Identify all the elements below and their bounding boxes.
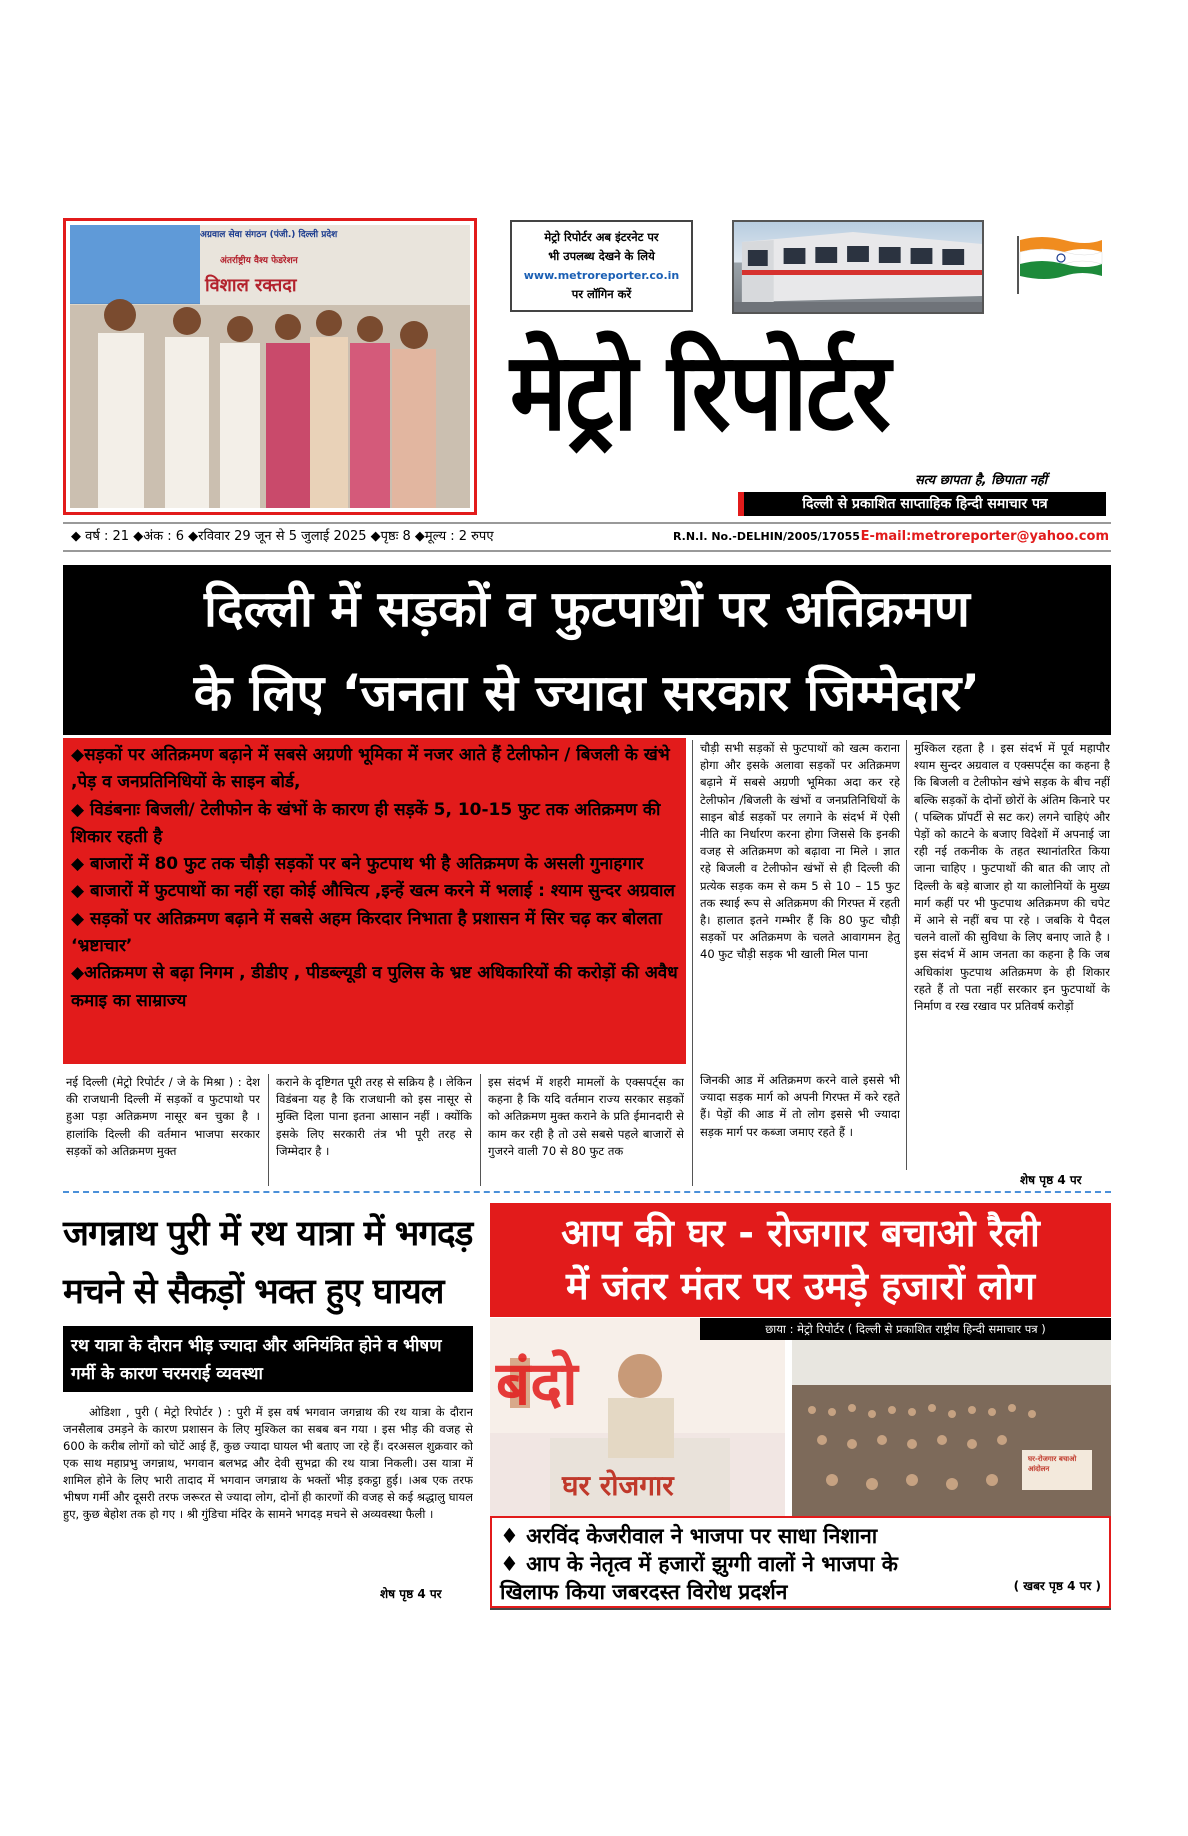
- highlight-item: ◆ बाजारों में 80 फुट तक चौड़ी सड़कों पर बने फुटपाथ भी है अतिक्रमण के असली गुनाहगार: [71, 854, 644, 875]
- lead-column-4: चौड़ी सभी सड़कों से फुटपाथों को खत्म कराना होगा और इसके अलावा सड़कों पर अतिक्रमण बढ़ाने में सबसे अग्रणी भूमिका अदा कर रहे टेलीफोन /बिजली के खंभों व जनप्रतिनिधियों के साइन बोर्ड सड़कों पर लगाने के संदर्भ में ऐसी नीति का निर्धारण करना होगा जिससे कि इनकी वजह से अतिक्रमण को बढ़ावा ना मिले । ज्ञात रहे बिजली व टेलीफोन खंभों से ही दिल्ली की प्रत्येक सड़क कम से कम 5 से 10 – 15 फुट तक स्थाई रूप से अतिक्रमण की गिरफ्त में रहती है। हालात इतने गम्भीर हैं कि 80 फुट चौड़ी सड़कों पर अतिक्रमण के चलते आवागमन हेतु 40 फुट चौड़ी सड़क भी खाली मिल पाना: [700, 741, 900, 962]
- aap-highlights-box: [490, 1516, 1111, 1608]
- contact-email[interactable]: E-mail:metroreporter@yahoo.com: [860, 529, 1109, 544]
- website-link[interactable]: www.metroreporter.co.in: [523, 269, 680, 282]
- jagannath-headline-line1: जगन्नाथ पुरी में रथ यात्रा में भगदड़: [63, 1214, 473, 1254]
- issue-details: ◆ वर्ष : 21 ◆अंक : 6 ◆रविवार 29 जून से 5 जुलाई 2025 ◆पृष्ठः 8 ◆मूल्य : 2 रुपए: [71, 529, 494, 544]
- lead-headline-line2: के लिए ‘जनता से ज्यादा सरकार जिम्मेदार’: [193, 664, 981, 722]
- aap-highlight-item: ♦ अरविंद केजरीवाल ने भाजपा पर साधा निशाना: [500, 1524, 878, 1548]
- column-divider: [268, 1074, 269, 1186]
- lead-column-1: नई दिल्ली (मेट्रो रिपोर्टर / जे के मिश्रा ) : देश की राजधानी दिल्ली में सड़कों व फुटपाथो पर हुआ पड़ा अतिक्रमण नासूर बन चुका है । हालांकि दिल्ली की वर्तमान भाजपा सरकार सड़कों को अतिक्रमण मुक्त: [66, 1075, 260, 1158]
- jagannath-continued-note: शेष पृष्ठ 4 पर: [380, 1587, 442, 1601]
- highlight-item: ◆ सड़कों पर अतिक्रमण बढ़ाने में सबसे अहम किरदार निभाता है प्रशासन में सिर चढ़ कर बोलता ‘भ्रष्टाचार’: [71, 908, 662, 957]
- lead-column-5: मुश्किल रहता है । इस संदर्भ में पूर्व महापौर श्याम सुन्दर अग्रवाल व एक्सपर्ट्स का कहना है कि बिजली व टेलीफोन खंभे सड़क के बीच नहीं बल्कि सड़कों के दोनों छोरों के अंतिम किनारे पर ( पब्लिक प्रॉपर्टी से सट कर) लगने चाहिएं और पेड़ों को काटने के बजाए विदेशों में अपनाई जा रही नई तकनीक के तहत स्थानांतरित किया जाना चाहिए । फुटपाथों की बात की जाए तो दिल्ली के बड़े बाजार हो या कालोनियों के मुख्य मार्ग कहीं पर भी फुटपाथ अतिक्रमण की चपेट में आने से नहीं बच पा रहे । जबकि ये पैदल चलने वालों की सुविधा के लिए बनाए जाते है । इस संदर्भ में आम जनता का कहना है कि जब अधिकांश फुटपाथ अतिक्रमण के ही शिकार रहते हैं तो पता नहीं सरकार इन फुटपाथों के निर्माण व रख रखाव पर प्रतिवर्ष करोड़ों: [914, 741, 1110, 1014]
- web-notice-line2: भी उपलब्ध देखने के लिये: [548, 249, 655, 263]
- banner-line3-text: विशाल रक्तदा: [205, 275, 297, 296]
- bottom-rule: [490, 1608, 1111, 1610]
- web-notice-box: [510, 220, 693, 312]
- highlight-item: ◆ बाजारों में फुटपाथों का नहीं रहा कोई औचित्य ,इन्हें खत्म करने में भलाई : श्याम सुन्दर अग्रवाल: [71, 881, 675, 902]
- aap-headline-line1: आप की घर - रोजगार बचाओ रैली: [561, 1211, 1040, 1255]
- jagannath-headline-line2: मचने से सैकड़ों भक्त हुए घायल: [63, 1272, 444, 1312]
- podium-sign-text: घर रोजगार: [562, 1469, 674, 1502]
- jagannath-body: ओडिशा , पुरी ( मेट्रो रिपोर्टर ) : पुरी में इस वर्ष भगवान जगन्नाथ की रथ यात्रा के दौरान जनसैलाब उमड़ने के कारण प्रशासन के लिए मुश्किल का सबब बन गया । इस भीड़ की वजह से 600 के करीब लोगों को चोटें आई हैं, कुछ ज्यादा घायल भी बताए जा रहे हैं। दरअसल शुक्रवार को एक साथ महाप्रभु जगन्नाथ, भगवान बलभद्र और देवी सुभद्रा की रथ यात्रा निकली। उस यात्रा में शामिल होने के लिए भारी तादाद में भगवान जगन्नाथ के भक्तों भीड़ इकट्ठा हुई। ।अब एक तरफ भीषण गर्मी और दूसरी तरफ जरूरत से ज्यादा लोग, दोनों ही कारणों की वजह से कई श्रद्धालु घायल हुए, कुछ बेहोश तक हो गए । श्री गुंडिचा मंदिर के सामने भगदड़ मचने से अव्यवस्था फैली ।: [63, 1405, 473, 1521]
- aap-highlight-item: खिलाफ किया जबरदस्त विरोध प्रदर्शन: [500, 1580, 788, 1604]
- lead-column-2: कराने के दृष्टिगत पूरी तरह से सक्रिय है । लेकिन विडंबना यह है कि राजधानी को इस नासूर से मुक्ति दिला पाना इतना आसान नहीं । क्योंकि इसके लिए सरकारी तंत्र भी पूरी तरह से जिम्मेदार है ।: [276, 1075, 472, 1158]
- aap-headline-line2: में जंतर मंतर पर उमड़े हजारों लोग: [565, 1264, 1036, 1308]
- crowd-banner-text: घर-रोजगार बचाओ आंदोलन: [1028, 1455, 1077, 1473]
- jagannath-headline: [63, 1205, 473, 1325]
- photo-caption: छाया : मेट्रो रिपोर्टर ( दिल्ली से प्रकाशित राष्ट्रीय हिन्दी समाचार पत्र ): [700, 1318, 1111, 1340]
- event-photo-image: [70, 225, 470, 508]
- banner-line2-text: अंतर्राष्ट्रीय वैश्य फेडरेशन: [220, 256, 298, 266]
- lead-column-3: इस संदर्भ में शहरी मामलों के एक्सपर्ट्स का कहना है कि यदि वर्तमान राज्य सरकार सड़कों को अतिक्रमण मुक्त कराने के प्रति ईमानदारी से काम कर रही है तो उसे सबसे पहले बाजारों से गुजरने वाली 70 से 80 फुट तक: [488, 1075, 684, 1158]
- aap-rally-headline: [490, 1203, 1111, 1317]
- web-notice-line1: मेट्रो रिपोर्टर अब इंटरनेट पर: [544, 230, 659, 244]
- lead-headline: [63, 565, 1111, 735]
- tagline: सत्य छापता है, छिपाता नहीं: [915, 473, 1048, 488]
- jagannath-subheadline: रथ यात्रा के दौरान भीड़ ज्यादा और अनियंत्रित होने व भीषण गर्मी के कारण चरमराई व्यवस्था: [63, 1326, 473, 1392]
- highlight-item: ◆ विडंबनाः बिजली/ टेलीफोन के खंभों के कारण ही सड़कें 5, 10-15 फुट तक अतिक्रमण की शिकार रहती है: [71, 799, 661, 847]
- column-divider: [906, 740, 907, 1170]
- backdrop-sign-text: बंदो: [496, 1349, 578, 1419]
- aap-continued-note: ( खबर पृष्ठ 4 पर ): [1013, 1579, 1101, 1593]
- continued-note: शेष पृष्ठ 4 पर: [1020, 1173, 1082, 1187]
- highlight-item: ◆अतिक्रमण से बढ़ा निगम , डीडीए , पीडब्ल्यूडी व पुलिस के भ्रष्ट अधिकारियों की करोड़ों की अवैध कमाइ का साम्राज्य: [71, 963, 678, 1011]
- lead-column-4-continued: जिनकी आड में अतिक्रमण करने वाले इससे भी ज्यादा सड़क मार्ग को अपनी गिरफ्त में करे रहते हैं। पेड़ों की आड में तो लोग इससे भी ज्यादा सड़क मार्ग पर कब्जा जमाए रहते हैं ।: [700, 1073, 900, 1139]
- section-divider: [63, 1191, 1111, 1193]
- crowd-image: [792, 1340, 1111, 1516]
- metro-train-image: [732, 220, 984, 314]
- aap-highlight-item: ♦ आप के नेतृत्व में हजारों झुग्गी वालों ने भाजपा के: [500, 1552, 898, 1576]
- column-divider: [480, 1074, 481, 1186]
- rni-number: R.N.I. No.-DELHIN/2005/17055: [673, 530, 860, 543]
- issue-info-bar: [63, 522, 1111, 552]
- banner-org-text: अग्रवाल सेवा संगठन (पंजी.) दिल्ली प्रदेश: [200, 230, 338, 240]
- newspaper-title: मेट्रो रिपोर्टर: [510, 330, 889, 455]
- lead-headline-line1: दिल्ली में सड़कों व फुटपाथों पर अतिक्रमण: [204, 580, 970, 638]
- train-icon: [734, 222, 982, 312]
- masthead-subtitle: दिल्ली से प्रकाशित साप्ताहिक हिन्दी समाचार पत्र: [738, 492, 1106, 516]
- crowd-photo: [792, 1340, 1111, 1516]
- column-divider: [692, 740, 693, 1186]
- indian-flag-icon: [1012, 232, 1104, 294]
- highlight-item: ◆सड़कों पर अतिक्रमण बढ़ाने में सबसे अग्रणी भूमिका में नजर आते हैं टेलीफोन / बिजली के खंभे ,पेड़ व जनप्रतिनिधियों के साइन बोर्ड,: [71, 745, 670, 793]
- kejriwal-speech-photo: [490, 1318, 785, 1516]
- lead-highlights-box: [63, 738, 686, 1064]
- top-news-photo: [63, 218, 477, 515]
- web-notice-line4: पर लॉगिन करें: [571, 287, 632, 301]
